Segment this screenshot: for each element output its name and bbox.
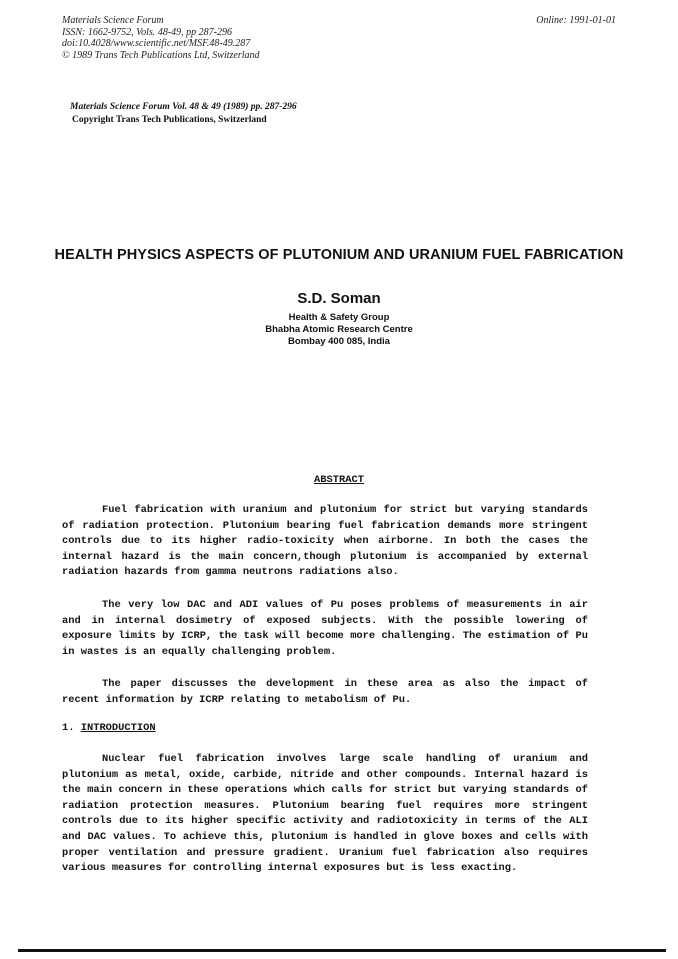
meta-doi: doi:10.4028/www.scientific.net/MSF.48-49.287 bbox=[62, 38, 251, 49]
introduction-paragraph: Nuclear fuel fabrication involves large scale handling of uranium and plutonium as metal, oxide, carbide, nitride and other compounds. Internal hazard is the main concern in these operations which calls for strict but varying standards of radiation protection measures. Plutonium bearing fuel requires more stringent controls due to its higher specific activity and radiotoxicity in terms of the ALI and DAC values. To achieve this, plutonium is handled in glove boxes and cells with proper ventilation and pressure gradient. Uranium fuel fabrication also requires various measures for controlling internal exposures but is less exacting. bbox=[62, 753, 588, 875]
meta-issn: ISSN: 1662-9752, Vols. 48-49, pp 287-296 bbox=[62, 26, 232, 38]
affiliation-group: Health & Safety Group bbox=[288, 312, 390, 323]
affiliation-institute: Bhabha Atomic Research Centre bbox=[265, 324, 413, 335]
meta-journal: Materials Science Forum bbox=[62, 15, 164, 26]
journal-copyright-line: Copyright Trans Tech Publications, Switzerland bbox=[72, 115, 267, 125]
abstract-paragraph-1: Fuel fabrication with uranium and plutonium for strict but varying standards of radiation protection. Plutonium bearing fuel fabrication demands more stringent controls due to its higher radio-toxicity when airborne. In both the cases the internal hazard is the main concern,though plutonium is accompanied by external radiation hazards from gamma neutrons radiations also. bbox=[62, 504, 588, 579]
page-bottom-rule bbox=[18, 949, 666, 952]
section-number: 1. bbox=[62, 722, 75, 734]
online-date: Online: 1991-01-01 bbox=[536, 15, 616, 26]
abstract-paragraph-3: The paper discusses the development in these area as also the impact of recent information by ICRP relating to metabolism of Pu. bbox=[62, 678, 588, 706]
meta-copyright: © 1989 Trans Tech Publications Ltd, Switzerland bbox=[62, 49, 260, 61]
author-affiliation bbox=[0, 312, 678, 348]
journal-citation bbox=[70, 101, 297, 127]
paper-title: HEALTH PHYSICS ASPECTS OF PLUTONIUM AND URANIUM FUEL FABRICATION bbox=[54, 247, 624, 263]
abstract-heading: ABSTRACT bbox=[314, 474, 364, 486]
publication-metadata bbox=[62, 15, 260, 61]
affiliation-address: Bombay 400 085, India bbox=[288, 336, 390, 347]
abstract-paragraph-2: The very low DAC and ADI values of Pu poses problems of measurements in air and in internal dosimetry of exposed subjects. With the possible lowering of exposure limits by ICRP, the task will become more challenging. The estimation of Pu in wastes is an equally challenging problem. bbox=[62, 599, 588, 658]
journal-volume-line: Materials Science Forum Vol. 48 & 49 (1989) pp. 287-296 bbox=[70, 102, 297, 112]
section-heading bbox=[62, 722, 156, 734]
author-name: S.D. Soman bbox=[297, 290, 381, 307]
section-title: INTRODUCTION bbox=[80, 722, 156, 734]
